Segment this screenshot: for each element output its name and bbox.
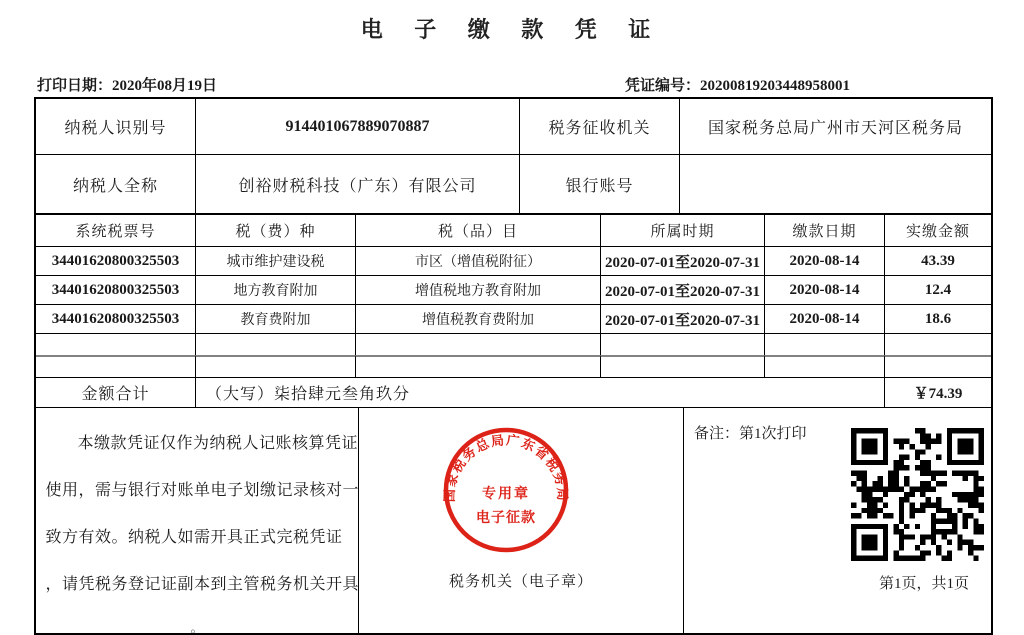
total-amount-words: （大写）柒拾肆元叁角玖分 [196, 378, 885, 407]
table-cell-period: 2020-07-01至2020-07-31 [601, 304, 765, 333]
voucher-number [625, 74, 850, 95]
seal-arc-text: 国家税务总局广东省税务局 [441, 432, 571, 503]
taxpayer-info-section [36, 99, 991, 213]
table-cell-tax-item: 市区（增值税附征） [356, 246, 601, 275]
column-header: 所属时期 [601, 215, 765, 246]
table-cell-period: 2020-07-01至2020-07-31 [601, 275, 765, 304]
table-cell-tax-type: 地方教育附加 [196, 275, 356, 304]
table-cell-empty [765, 333, 885, 355]
note-line: 致方有效。纳税人如需开具正式完税凭证 [45, 529, 343, 546]
table-cell-ticket-no: 34401620800325503 [36, 304, 196, 333]
table-cell-empty [356, 333, 601, 355]
tax-authority-value: 国家税务总局广州市天河区税务局 [707, 120, 963, 137]
table-cell-period: 2020-07-01至2020-07-31 [601, 246, 765, 275]
table-cell-empty [885, 355, 991, 377]
table-cell-empty [36, 333, 196, 355]
taxpayer-id-value: 914401067889070887 [196, 99, 520, 154]
meta-row [35, 74, 990, 96]
table-cell-empty [196, 355, 356, 377]
print-date-label: 打印日期： [37, 78, 113, 94]
table-cell-tax-type: 教育费附加 [196, 304, 356, 333]
footer-section [36, 407, 991, 633]
table-cell-ticket-no: 34401620800325503 [36, 275, 196, 304]
table-cell-empty [765, 355, 885, 377]
note-line: 本缴款凭证仅作为纳税人记账核算凭证 [77, 435, 359, 452]
table-cell-pay-date: 2020-08-14 [765, 275, 885, 304]
taxpayer-name-value: 创裕财税科技（广东）有限公司 [196, 154, 520, 213]
table-cell-empty [356, 355, 601, 377]
column-header: 实缴金额 [905, 224, 970, 240]
table-cell-empty [601, 355, 765, 377]
seal-area [359, 408, 684, 633]
voucher-number-label: 凭证编号： [625, 78, 701, 94]
table-cell-amount: 43.39 [885, 246, 991, 275]
column-header: 缴款日期 [765, 215, 885, 246]
table-cell-empty [36, 355, 196, 377]
tax-authority-label: 税务征收机关 [520, 99, 680, 154]
total-amount-figure: ￥74.39 [913, 386, 963, 402]
voucher-number-value: 20200819203448958001 [700, 78, 851, 94]
table-cell-amount: 12.4 [885, 275, 991, 304]
seal-caption: 税务机关（电子章） [448, 574, 593, 590]
tax-items-section [36, 213, 991, 377]
column-header: 税（费）种 [196, 215, 356, 246]
table-cell-tax-item: 增值税教育费附加 [356, 304, 601, 333]
usage-note [36, 408, 359, 633]
column-header: 系统税票号 [36, 215, 196, 246]
taxpayer-name-label: 纳税人全称 [36, 154, 196, 213]
table-cell-tax-item: 增值税地方教育附加 [356, 275, 601, 304]
taxpayer-id-label: 纳税人识别号 [36, 99, 196, 154]
bank-account-label: 银行账号 [520, 154, 680, 213]
note-line: 。 [190, 621, 204, 635]
note-line: 使用，需与银行对账单电子划缴记录核对一 [45, 482, 360, 499]
print-date-value: 2020年08月19日 [112, 78, 218, 94]
seal-bottom-text: 电子征款 [476, 511, 536, 526]
print-date [37, 74, 217, 95]
note-line: ，请凭税务登记证副本到主管税务机关开具 [45, 576, 360, 593]
page-indicator: 第1页，共1页 [878, 576, 969, 592]
table-cell-pay-date: 2020-08-14 [765, 304, 885, 333]
table-cell-amount: 18.6 [885, 304, 991, 333]
seal-center-text: 专用章 [482, 487, 530, 502]
table-cell-empty [196, 333, 356, 355]
official-seal-icon [441, 425, 571, 555]
table-cell-empty [885, 333, 991, 355]
remark-area [684, 408, 991, 633]
page-title: 电 子 缴 款 凭 证 [360, 17, 664, 42]
table-cell-empty [601, 333, 765, 355]
table-cell-pay-date: 2020-08-14 [765, 246, 885, 275]
table-cell-ticket-no: 34401620800325503 [36, 246, 196, 275]
total-section [36, 377, 991, 407]
remark-text: 备注：第1次打印 [694, 426, 807, 442]
table-cell-tax-type: 城市维护建设税 [196, 246, 356, 275]
bank-account-value [680, 154, 991, 213]
qr-code-icon [850, 428, 985, 561]
voucher-table [34, 97, 993, 635]
column-header: 税（品）目 [356, 215, 601, 246]
total-label: 金额合计 [36, 378, 196, 407]
